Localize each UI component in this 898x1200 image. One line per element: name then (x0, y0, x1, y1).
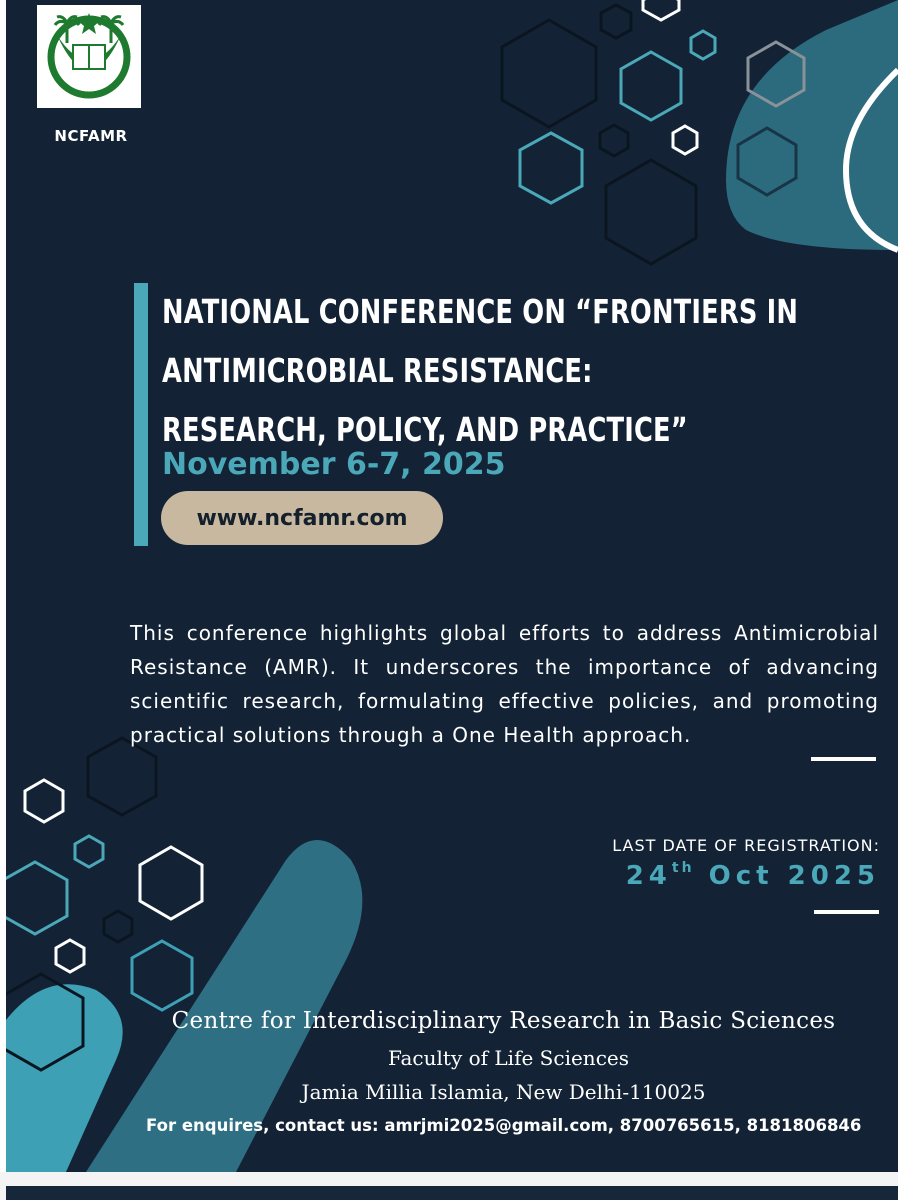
hexagon-outline (621, 52, 681, 120)
hexagon-outline (25, 780, 63, 822)
organizer-centre: Centre for Interdisciplinary Research in Basic Sciences (171, 1008, 836, 1034)
jamia-emblem-icon (37, 5, 141, 108)
hexagon-outline (606, 160, 696, 264)
hexagon-outline (643, 0, 679, 20)
conference-poster (6, 0, 898, 1172)
registration-day-suffix: th (671, 860, 695, 876)
teal-blob-top (726, 0, 898, 250)
decorative-background (6, 0, 898, 1172)
organizer-faculty: Faculty of Life Sciences (387, 1046, 629, 1070)
registration-deadline (626, 860, 880, 891)
hexagon-outline (56, 940, 84, 972)
hexagon-outline (502, 20, 596, 127)
university-logo (37, 5, 141, 108)
contact-info: For enquires, contact us: amrjmi2025@gmail.com, 8700765615, 8181806846 (146, 1116, 862, 1135)
website-link[interactable]: www.ncfamr.com (161, 491, 443, 545)
registration-day: 24 (625, 861, 672, 891)
registration-month-year: Oct 2025 (708, 861, 880, 891)
organizer-university: Jamia Millia Islamia, New Delhi-110025 (301, 1080, 706, 1104)
registration-label: LAST DATE OF REGISTRATION: (612, 836, 880, 855)
hexagon-outline (691, 31, 715, 59)
next-page-edge (6, 1186, 898, 1200)
hexagon-outline (600, 125, 628, 156)
title-line: ANTIMICROBIAL RESISTANCE: (162, 351, 593, 390)
hexagon-outline (6, 862, 67, 934)
hexagon-outline (132, 941, 192, 1010)
title-line: NATIONAL CONFERENCE ON “FRONTIERS IN (162, 292, 799, 331)
title-accent-bar (134, 283, 148, 546)
hexagon-outline (673, 126, 697, 154)
title-line: RESEARCH, POLICY, AND PRACTICE” (162, 410, 688, 449)
divider (811, 757, 876, 761)
conference-date: November 6-7, 2025 (162, 447, 506, 482)
divider (814, 910, 879, 914)
hexagon-outline (75, 836, 103, 867)
conference-title (162, 282, 856, 459)
logo-caption: NCFAMR (54, 127, 128, 145)
conference-description: This conference highlights global efforts to address Antimicrobial Resistance (AMR). It underscores the importance of advancing scientific research, formulating effective policies, and promoting practical solutions through a One Health approach. (130, 621, 879, 747)
hexagon-outline (520, 133, 582, 203)
hexagon-outline (601, 5, 631, 38)
hexagon-outline (104, 911, 132, 942)
hexagon-outline (140, 847, 202, 919)
